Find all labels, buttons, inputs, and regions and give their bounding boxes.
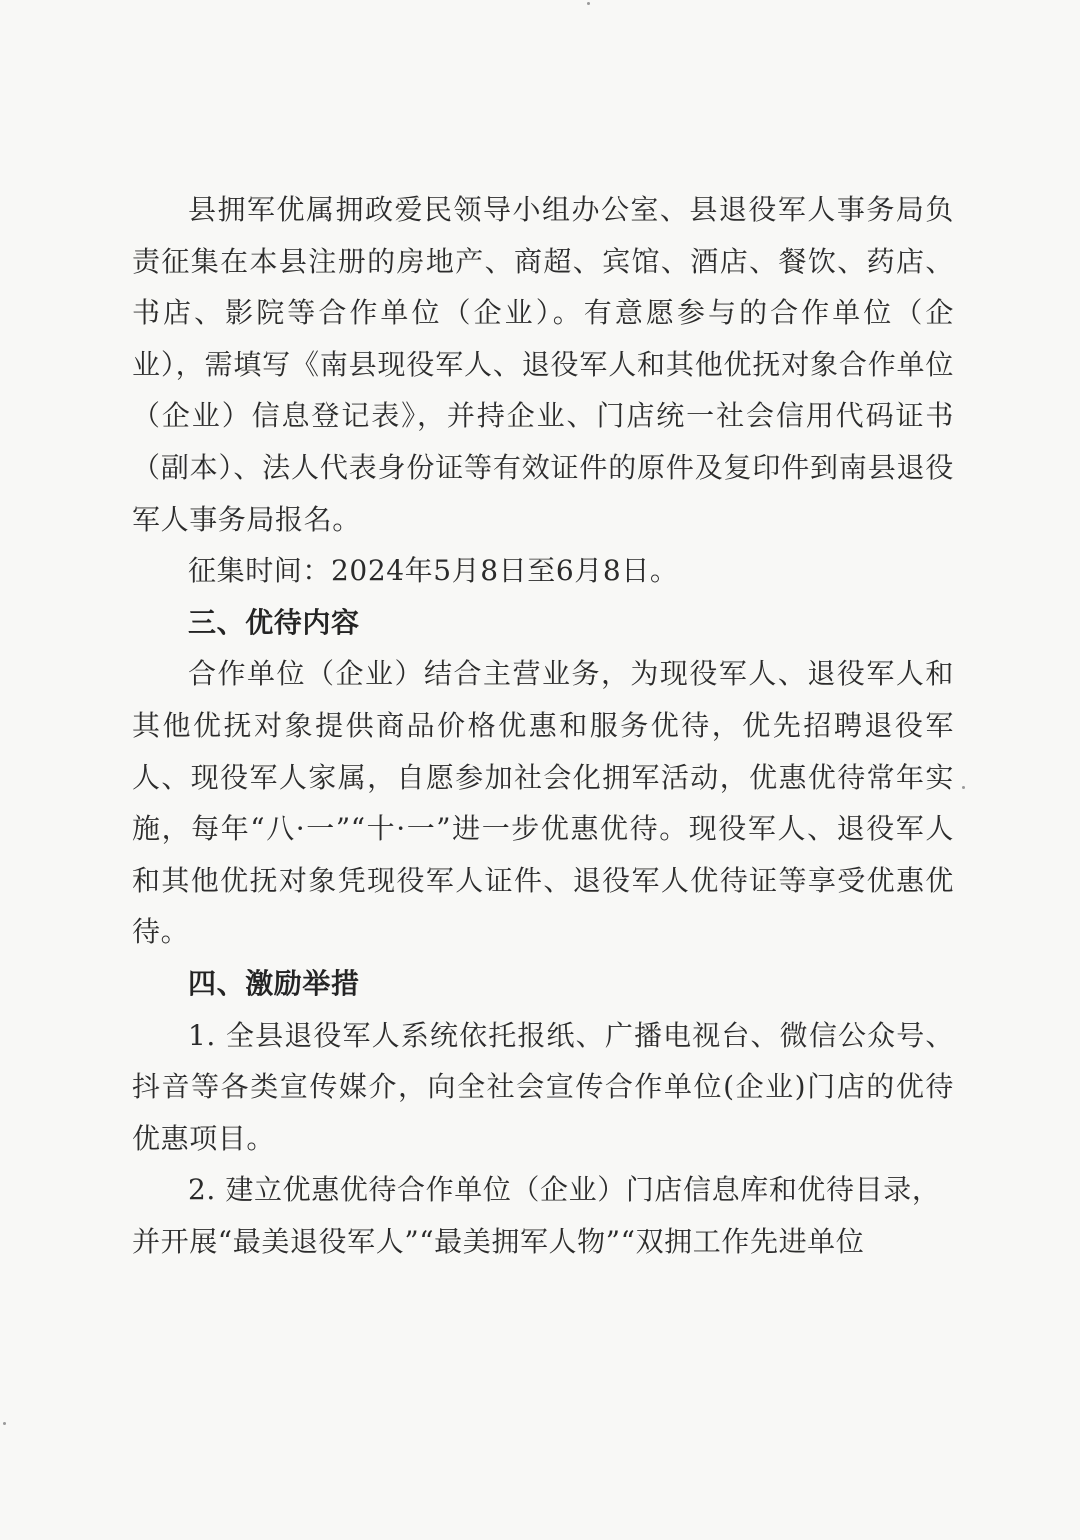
scan-speck (3, 1422, 6, 1425)
paragraph-benefits: 合作单位（企业）结合主营业务，为现役军人、退役军人和其他优抚对象提供商品价格优惠和服务优待，优先招聘退役军人、现役军人家属，自愿参加社会化拥军活动，优惠优待常年实施，每年“八·一”“十·一”进一步优惠优待。现役军人、退役军人和其他优抚对象凭现役军人证件、退役军人优待证等享受优惠优待。 (132, 657, 954, 949)
document-body (132, 184, 954, 1267)
paragraph-incentive-2: 2. 建立优惠优待合作单位（企业）门店信息库和优待目录，并开展“最美退役军人”“最美拥军人物”“双拥工作先进单位 (132, 1173, 941, 1258)
paragraph-registration: 县拥军优属拥政爱民领导小组办公室、县退役军人事务局负责征集在本县注册的房地产、商超、宾馆、酒店、餐饮、药店、书店、影院等合作单位（企业）。有意愿参与的合作单位（企业），需填写《南县现役军人、退役军人和其他优抚对象合作单位（企业）信息登记表》，并持企业、门店统一社会信用代码证书（副本）、法人代表身份证等有效证件的原件及复印件到南县退役军人事务局报名。 (132, 193, 954, 536)
scan-speck (962, 786, 965, 789)
scan-speck (587, 2, 590, 5)
section-heading-benefits: 三、优待内容 (188, 605, 360, 639)
paragraph-incentive-1: 1. 全县退役军人系统依托报纸、广播电视台、微信公众号、抖音等各类宣传媒介，向全社会宣传合作单位(企业)门店的优待优惠项目。 (132, 1018, 954, 1155)
paragraph-collection-time: 征集时间：2024年5月8日至6月8日。 (188, 554, 679, 588)
section-heading-incentives: 四、激励举措 (188, 966, 360, 1000)
